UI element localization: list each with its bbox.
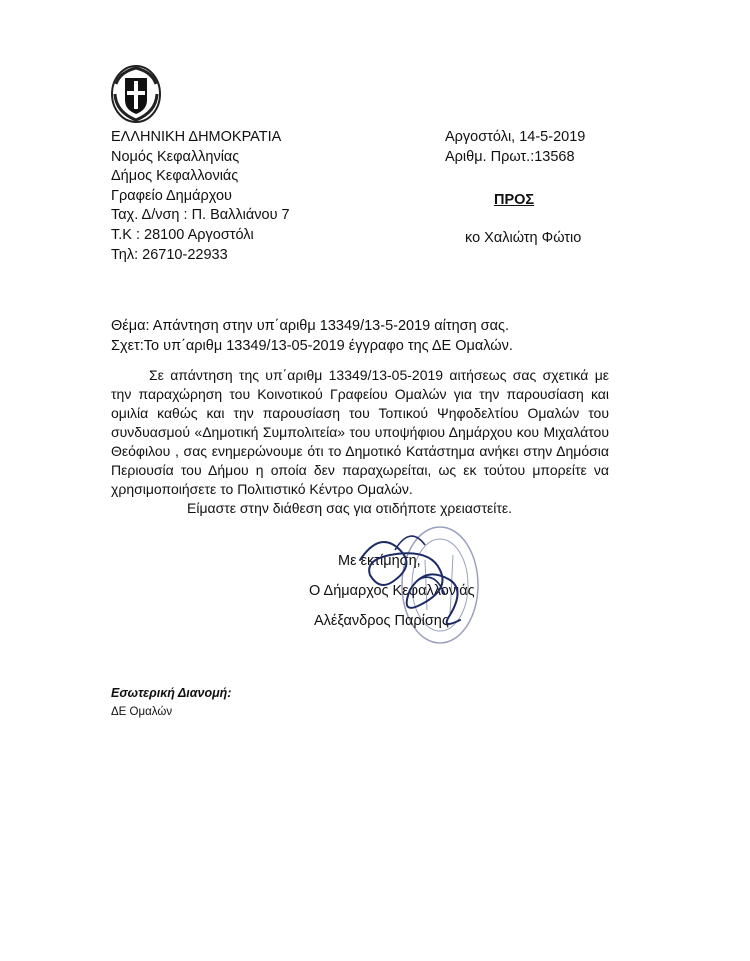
header-line: Νομός Κεφαλληνίας: [111, 148, 240, 165]
date-protocol-block: [445, 128, 585, 167]
sender-address-block: [111, 128, 290, 265]
header-line: Γραφείο Δημάρχου: [111, 187, 232, 204]
body-paragraph: Είμαστε στην διάθεση σας για οτιδήποτε χρειαστείτε.: [187, 500, 513, 516]
header-line: Ταχ. Δ/νση : Π. Βαλλιάνου 7: [111, 207, 290, 224]
header-line: Τ.Κ : 28100 Αργοστόλι: [111, 226, 254, 243]
internal-distribution-title: Εσωτερική Διανομή:: [111, 686, 232, 700]
header-line: Τηλ: 26710-22933: [111, 246, 228, 263]
recipient-name: κο Χαλιώτη Φώτιο: [465, 230, 582, 246]
letter-body: [111, 366, 609, 518]
place-date: Αργοστόλι, 14-5-2019: [445, 129, 586, 145]
subject-line: Θέμα: Απάντηση στην υπ΄αριθμ 13349/13-5-2019 αίτηση σας.: [111, 318, 510, 334]
distribution-item: ΔΕ Ομαλών: [111, 706, 173, 718]
signer-name: Αλέξανδρος Παρίσης: [314, 613, 449, 629]
header-line: Δήμος Κεφαλλονιάς: [111, 168, 239, 185]
to-label: ΠΡΟΣ: [494, 192, 535, 208]
closing-regards: Με εκτίμηση,: [338, 553, 421, 569]
subject-block: [111, 317, 513, 356]
internal-distribution: [111, 686, 231, 718]
header-line: ΕΛΛΗΝΙΚΗ ΔΗΜΟΚΡΑΤΙΑ: [111, 129, 282, 145]
protocol-number: Αριθμ. Πρωτ.:13568: [445, 148, 575, 165]
reference-line: Σχετ:Το υπ΄αριθμ 13349/13-05-2019 έγγραφο της ΔΕ Ομαλών.: [111, 337, 513, 354]
body-paragraph: Σε απάντηση της υπ΄αριθμ 13349/13-05-2019 αιτήσεως σας σχετικά με την παραχώρηση του Κοινοτικού Γραφείου Ομαλών για την παρουσίαση και ομιλία καθώς και την παρουσίαση του Τοπικού Ψηφοδελτίου Ομαλών του συνδυασμού «Δημοτική Συμπολιτεία» του υποψήφιου Δημάρχου κου Μιχαλάτου Θεόφιλου , σας ενημερώνουμε ότι το Δημοτικό Κατάστημα ανήκει στην Δημόσια Περιουσία του Δήμου η οποία δεν παραχωρείται, ως εκ τούτου μπορείτε να χρησιμοποιήσετε το Πολιτιστικό Κέντρο Ομαλών.: [111, 367, 609, 497]
handwritten-signature-icon: [300, 520, 500, 640]
signer-role: Ο Δήμαρχος Κεφαλλονιάς: [309, 583, 475, 599]
greek-coat-of-arms-icon: [110, 64, 162, 124]
